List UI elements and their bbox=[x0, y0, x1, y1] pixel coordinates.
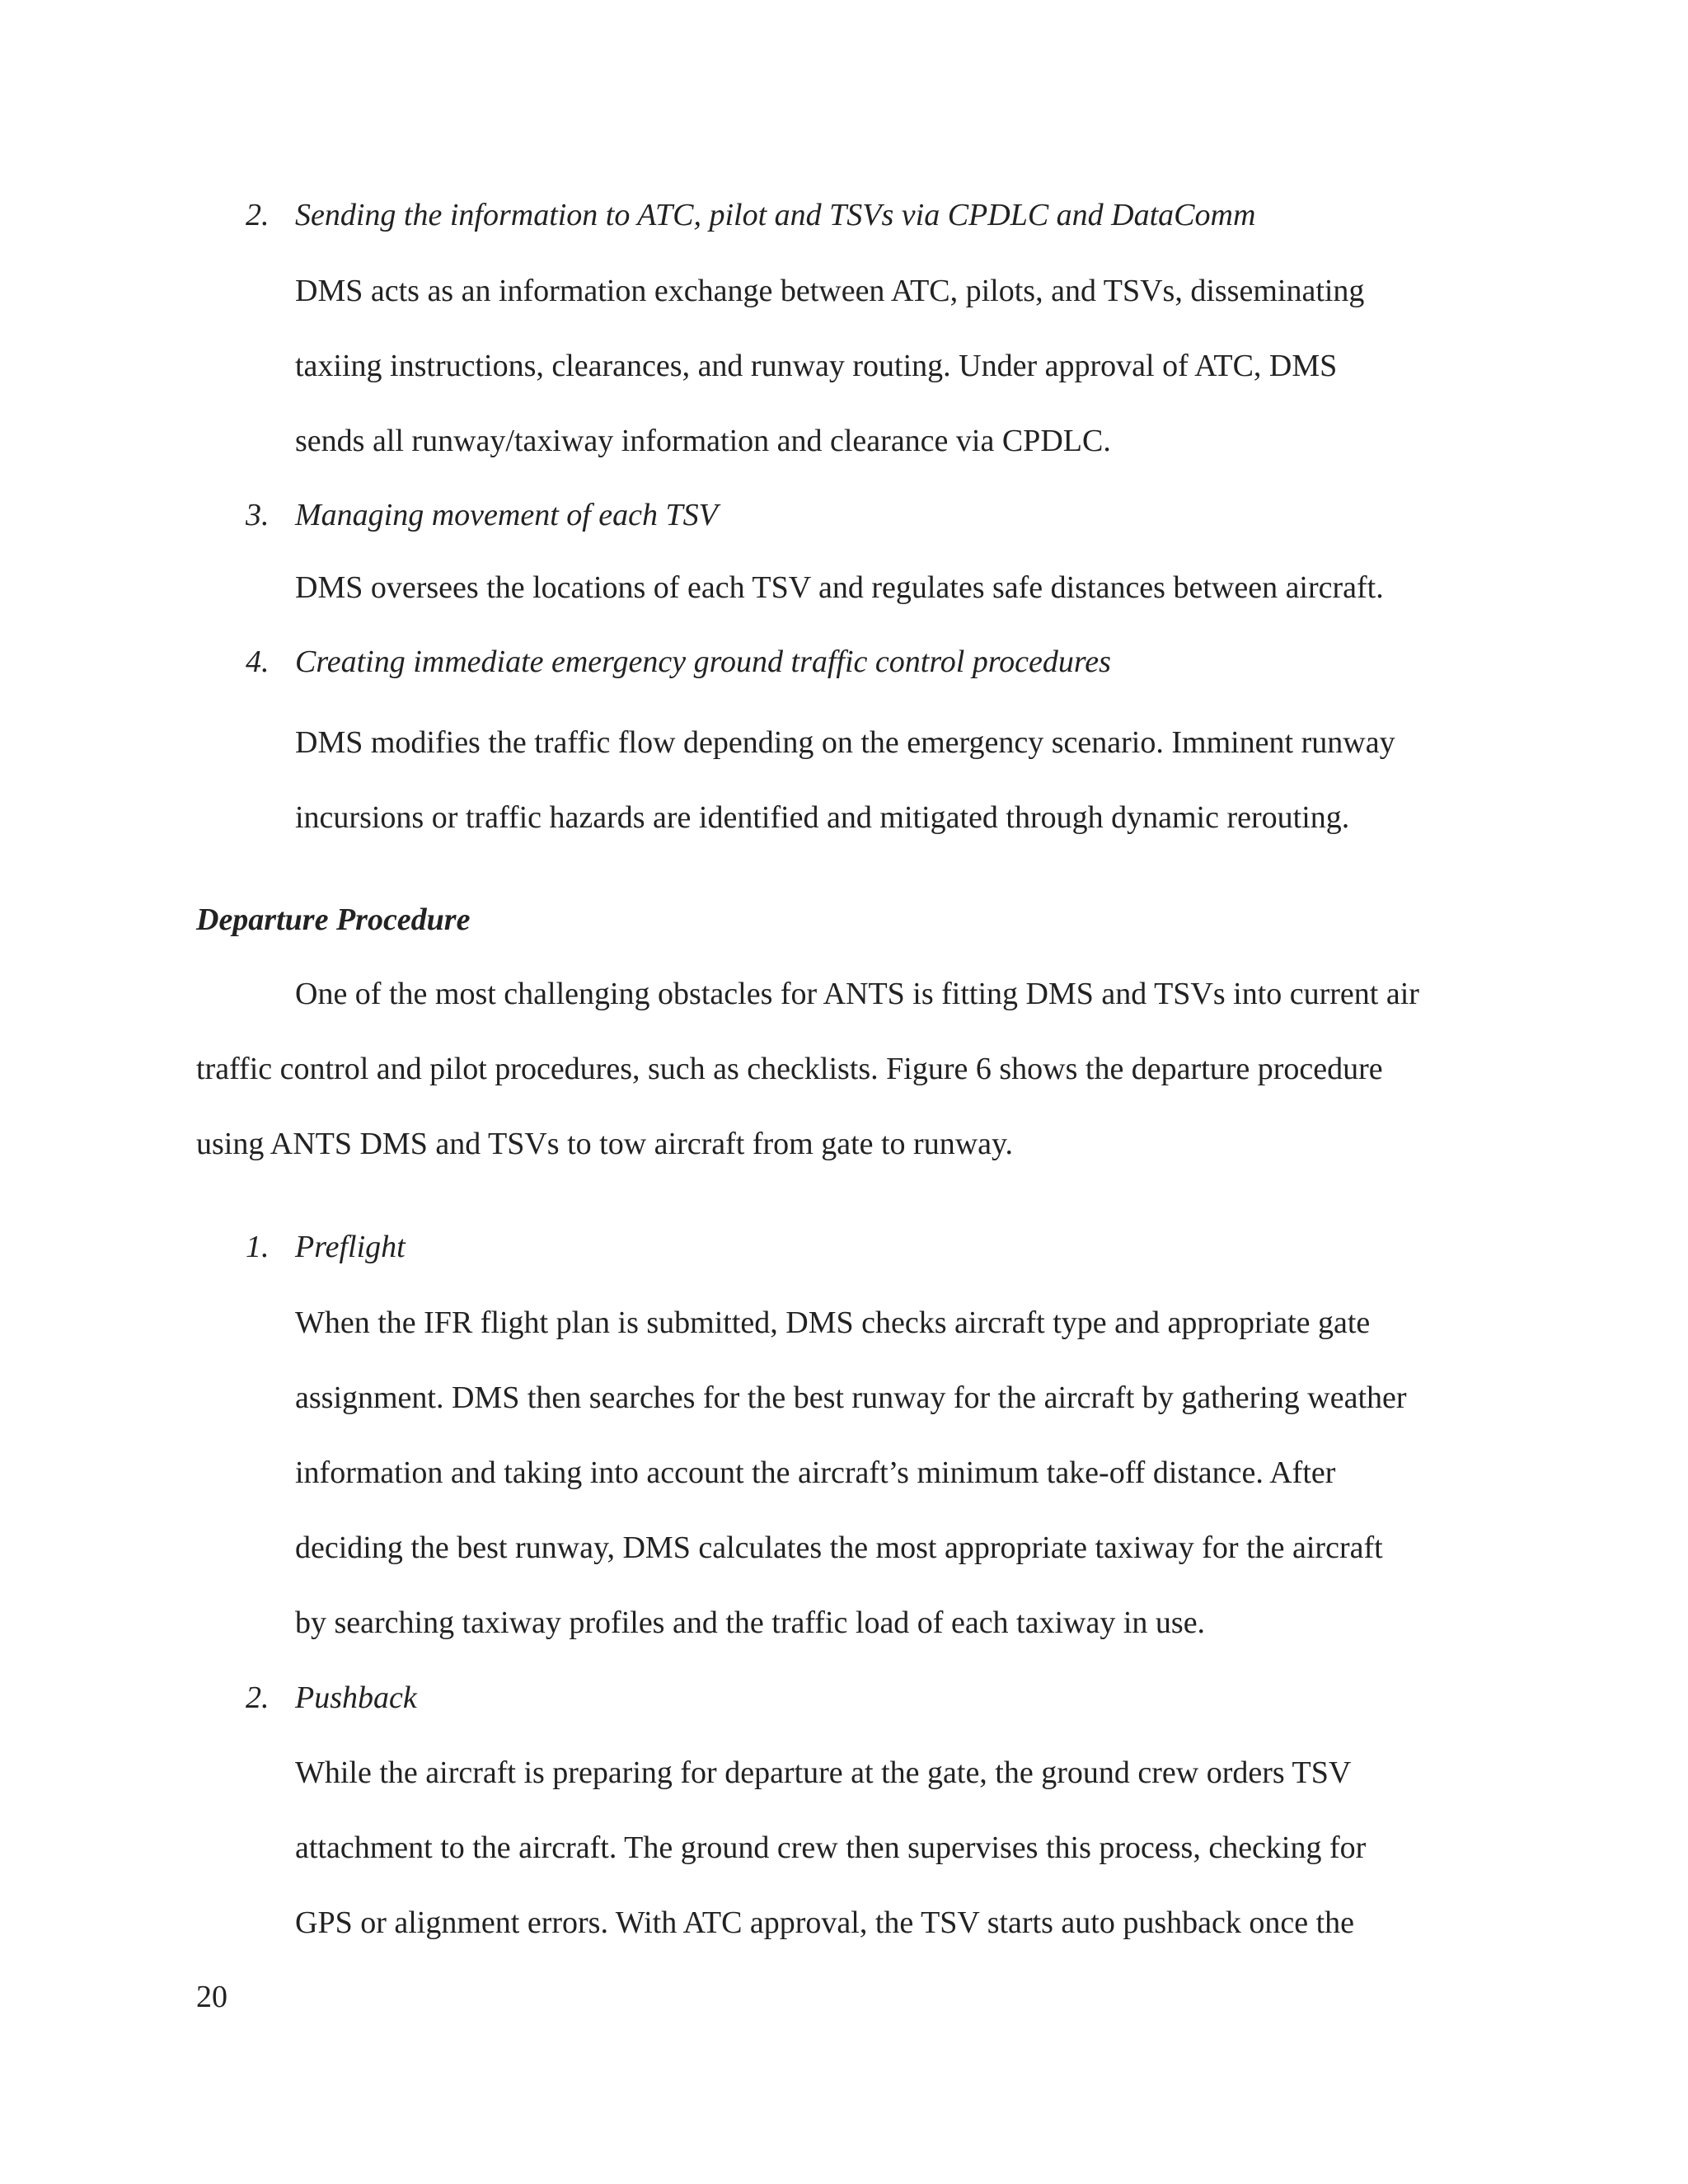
paragraph-line: using ANTS DMS and TSVs to tow aircraft from gate to runway. bbox=[196, 1127, 1014, 1161]
body-line: assignment. DMS then searches for the best runway for the aircraft by gathering weather bbox=[295, 1380, 1407, 1415]
body-line: deciding the best runway, DMS calculates the most appropriate taxiway for the aircraft bbox=[295, 1530, 1383, 1565]
list-item-title: Pushback bbox=[295, 1680, 417, 1715]
list-item-title: Managing movement of each TSV bbox=[295, 498, 718, 532]
body-line: GPS or alignment errors. With ATC approval, the TSV starts auto pushback once the bbox=[295, 1905, 1355, 1940]
body-line: When the IFR flight plan is submitted, DMS checks aircraft type and appropriate gate bbox=[295, 1305, 1371, 1340]
body-line: DMS oversees the locations of each TSV and regulates safe distances between aircraft. bbox=[295, 570, 1384, 605]
body-line: information and taking into account the aircraft’s minimum take-off distance. After bbox=[295, 1455, 1336, 1490]
paragraph-line: One of the most challenging obstacles for ANTS is fitting DMS and TSVs into current air bbox=[295, 977, 1419, 1011]
list-number: 2. bbox=[246, 198, 270, 232]
body-line: sends all runway/taxiway information and clearance via CPDLC. bbox=[295, 424, 1111, 458]
body-line: DMS modifies the traffic flow depending on the emergency scenario. Imminent runway bbox=[295, 725, 1395, 760]
paragraph-line: traffic control and pilot procedures, such as checklists. Figure 6 shows the departure procedure bbox=[196, 1052, 1383, 1086]
list-number: 1. bbox=[246, 1230, 270, 1264]
body-line: While the aircraft is preparing for departure at the gate, the ground crew orders TSV bbox=[295, 1755, 1352, 1790]
section-heading: Departure Procedure bbox=[196, 902, 471, 937]
body-line: taxiing instructions, clearances, and runway routing. Under approval of ATC, DMS bbox=[295, 349, 1338, 383]
body-line: DMS acts as an information exchange between ATC, pilots, and TSVs, disseminating bbox=[295, 274, 1365, 308]
body-line: by searching taxiway profiles and the traffic load of each taxiway in use. bbox=[295, 1605, 1206, 1640]
page-number: 20 bbox=[196, 1980, 227, 2014]
list-item-title: Preflight bbox=[295, 1230, 406, 1264]
body-line: incursions or traffic hazards are identified and mitigated through dynamic rerouting. bbox=[295, 800, 1350, 835]
list-item-title: Sending the information to ATC, pilot and TSVs via CPDLC and DataComm bbox=[295, 198, 1256, 232]
body-line: attachment to the aircraft. The ground crew then supervises this process, checking for bbox=[295, 1830, 1367, 1865]
list-number: 4. bbox=[246, 644, 270, 679]
list-item-title: Creating immediate emergency ground traffic control procedures bbox=[295, 644, 1111, 679]
list-number: 2. bbox=[246, 1680, 270, 1715]
list-number: 3. bbox=[246, 498, 270, 532]
